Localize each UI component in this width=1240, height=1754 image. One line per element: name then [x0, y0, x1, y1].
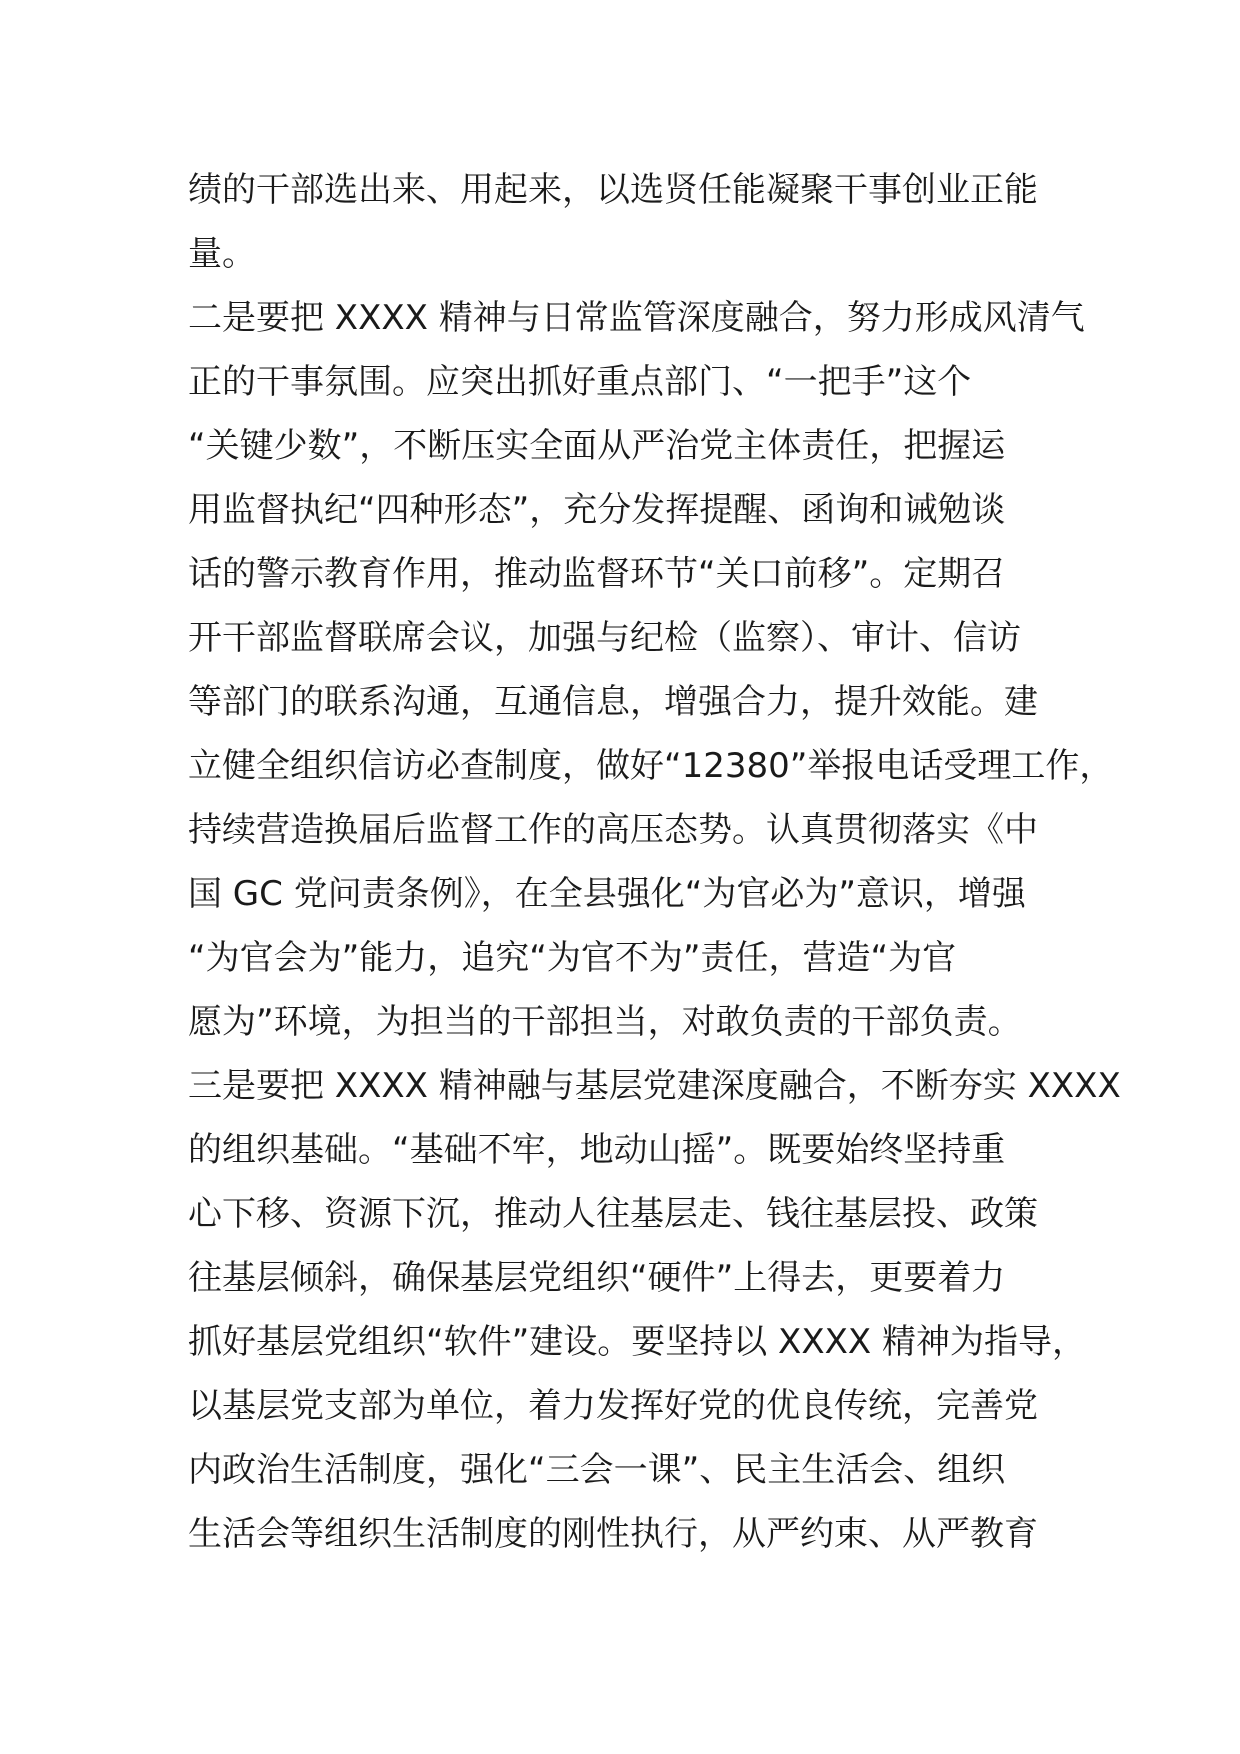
text-line: 等部门的联系沟通，互通信息，增强合力，提升效能。建: [188, 682, 1038, 722]
text-line: 抓好基层党组织“软件”建设。要坚持以 XXXX 精神为指导，: [188, 1322, 1087, 1362]
text-line: 往基层倾斜，确保基层党组织“硬件”上得去，更要着力: [188, 1258, 1006, 1298]
text-line: 三是要把 XXXX 精神融与基层党建深度融合，不断夯实 XXXX: [188, 1066, 1121, 1106]
text-line: 的组织基础。“基础不牢，地动山摇”。既要始终坚持重: [188, 1130, 1006, 1170]
text-line: 生活会等组织生活制度的刚性执行，从严约束、从严教育: [188, 1514, 1038, 1554]
text-line: 正的干事氛围。应突出抓好重点部门、“一把手”这个: [188, 362, 972, 402]
text-line: 开干部监督联席会议，加强与纪检（监察）、审计、信访: [188, 618, 1021, 658]
text-line: 立健全组织信访必查制度，做好“12380”举报电话受理工作，: [188, 746, 1114, 786]
text-line: 持续营造换届后监督工作的高压态势。认真贯彻落实《中: [188, 810, 1038, 850]
text-line: 二是要把 XXXX 精神与日常监管深度融合，努力形成风清气: [188, 298, 1085, 338]
text-line: 量。: [188, 234, 256, 274]
text-line: 话的警示教育作用，推动监督环节“关口前移”。定期召: [188, 554, 1006, 594]
text-line: 以基层党支部为单位，着力发挥好党的优良传统，完善党: [188, 1386, 1038, 1426]
text-line: 国 GC 党问责条例》，在全县强化“为官必为”意识，增强: [188, 874, 1026, 914]
text-line: 心下移、资源下沉，推动人往基层走、钱往基层投、政策: [188, 1194, 1038, 1234]
text-line: “为官会为”能力，追究“为官不为”责任，营造“为官: [188, 938, 957, 978]
text-line: 愿为”环境，为担当的干部担当，对敢负责的干部负责。: [188, 1002, 1022, 1042]
text-line: 绩的干部选出来、用起来，以选贤任能凝聚干事创业正能: [188, 170, 1038, 210]
text-line: “关键少数”，不断压实全面从严治党主体责任，把握运: [188, 426, 1006, 466]
text-line: 用监督执纪“四种形态”，充分发挥提醒、函询和诫勉谈: [188, 490, 1006, 530]
text-line: 内政治生活制度，强化“三会一课”、民主生活会、组织: [188, 1450, 1006, 1490]
